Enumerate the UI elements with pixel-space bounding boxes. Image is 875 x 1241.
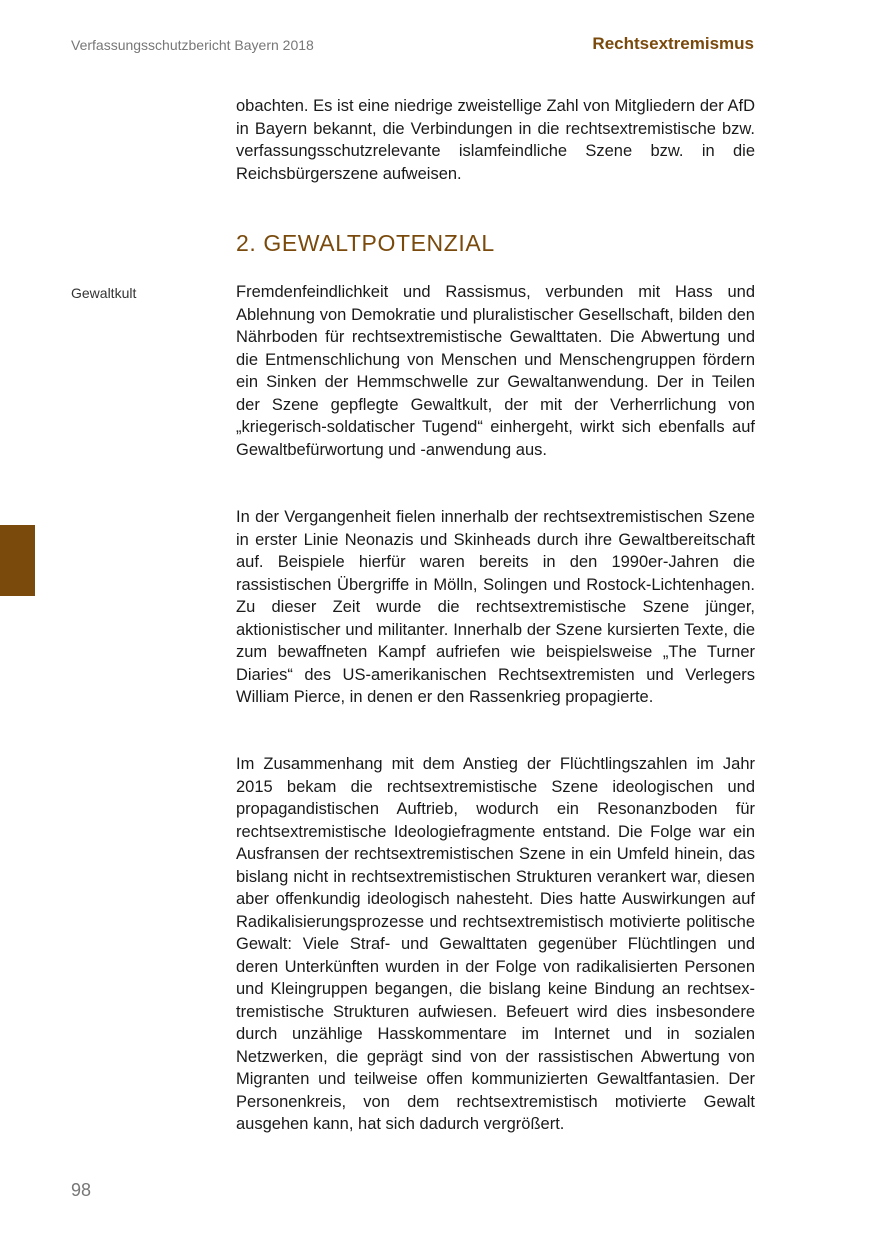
body-paragraph-1: Fremdenfeindlichkeit und Rassismus, verbunden mit Hass und Ablehnung von Demokratie und pluralistischer Gesellschaft, bilden den Nährboden für rechtsextremistische Gewalttaten. Die Abwertung und die Entmenschlichung von Menschen und Menschengruppen fördern ein Sinken der Hemmschwelle zur Gewaltanwendung. Der in Teilen der Szene gepflegte Gewaltkult, der mit der Verherrlichung von „kriegerisch-soldatischer Tugend“ einhergeht, wirkt sich ebenfalls auf Gewaltbefürwortung und -anwendung aus.	[236, 283, 755, 459]
running-header-title: Verfassungsschutzbericht Bayern 2018	[71, 37, 314, 53]
body-paragraph-intro: obachten. Es ist eine niedrige zweistellige Zahl von Mitgliedern der AfD in Bayern bekannt, die Verbindungen in die rechtsextremistische bzw. verfassungsschutzrelevante islamfeindliche Szene bzw. in die Reichsbürgerszene aufweisen.	[236, 97, 755, 183]
section-heading: 2. GEWALTPOTENZIAL	[236, 230, 495, 256]
page-number: 98	[71, 1180, 92, 1200]
body-paragraph-2: In der Vergangenheit fielen innerhalb der rechtsextremistischen Szene in erster Linie Neonazis und Skinheads durch ihre Gewaltbereitschaft auf. Beispiele hierfür waren bereits in den 1990er-Jahren die rassistischen Übergriffe in Mölln, Solingen und Rostock-Lichtenhagen. Zu dieser Zeit wurde die rechtsextremistische Szene jünger, aktionistischer und militanter. Innerhalb der Szene kursierten Texte, die zum bewaffneten Kampf aufriefen wie beispielsweise „The Turner Diaries“ des US-amerikanischen Rechtsextremisten und Verlegers William Pierce, in denen er den Rassenkrieg propagierte.	[236, 508, 755, 706]
running-header-section: Rechtsextremismus	[592, 34, 754, 53]
body-paragraph-3: Im Zusammenhang mit dem Anstieg der Flüchtlingszahlen im Jahr 2015 bekam die rechtsextremistische Szene ideologischen und propagandistischen Auftrieb, wodurch ein Resonanzboden für rechtsextremistische Ideologiefragmente entstand. Die Folge war ein Ausfransen der rechtsextremistischen Szene in ein Umfeld hinein, das bislang nicht in rechtsextremistischen Strukturen verankert war, diesen aber offenkundig ideologisch nahesteht. Dies hatte Auswirkungen auf Radikalisierungsprozesse und rechtsextremistisch motivierte politische Gewalt: Viele Straf- und Gewalttaten gegenüber Flüchtlingen und deren Unterkünften wurden in der Folge von radikalisierten Personen und Kleingruppen begangen, die bislang keine Bindung an rechtsextremistische Strukturen aufwiesen. Befeuert wird dies insbesondere durch unzählige Hasskommentare im Internet und in sozialen Netzwerken, die geprägt sind von der rassistischen Abwertung von Migranten und teilweise offen kommunizierten Gewaltfantasien. Der Personenkreis, von dem rechtsextremistisch motivierte Gewalt ausgehen kann, hat sich dadurch vergrößert.	[236, 755, 755, 1133]
margin-note: Gewaltkult	[71, 285, 137, 301]
chapter-side-tab	[0, 525, 35, 596]
